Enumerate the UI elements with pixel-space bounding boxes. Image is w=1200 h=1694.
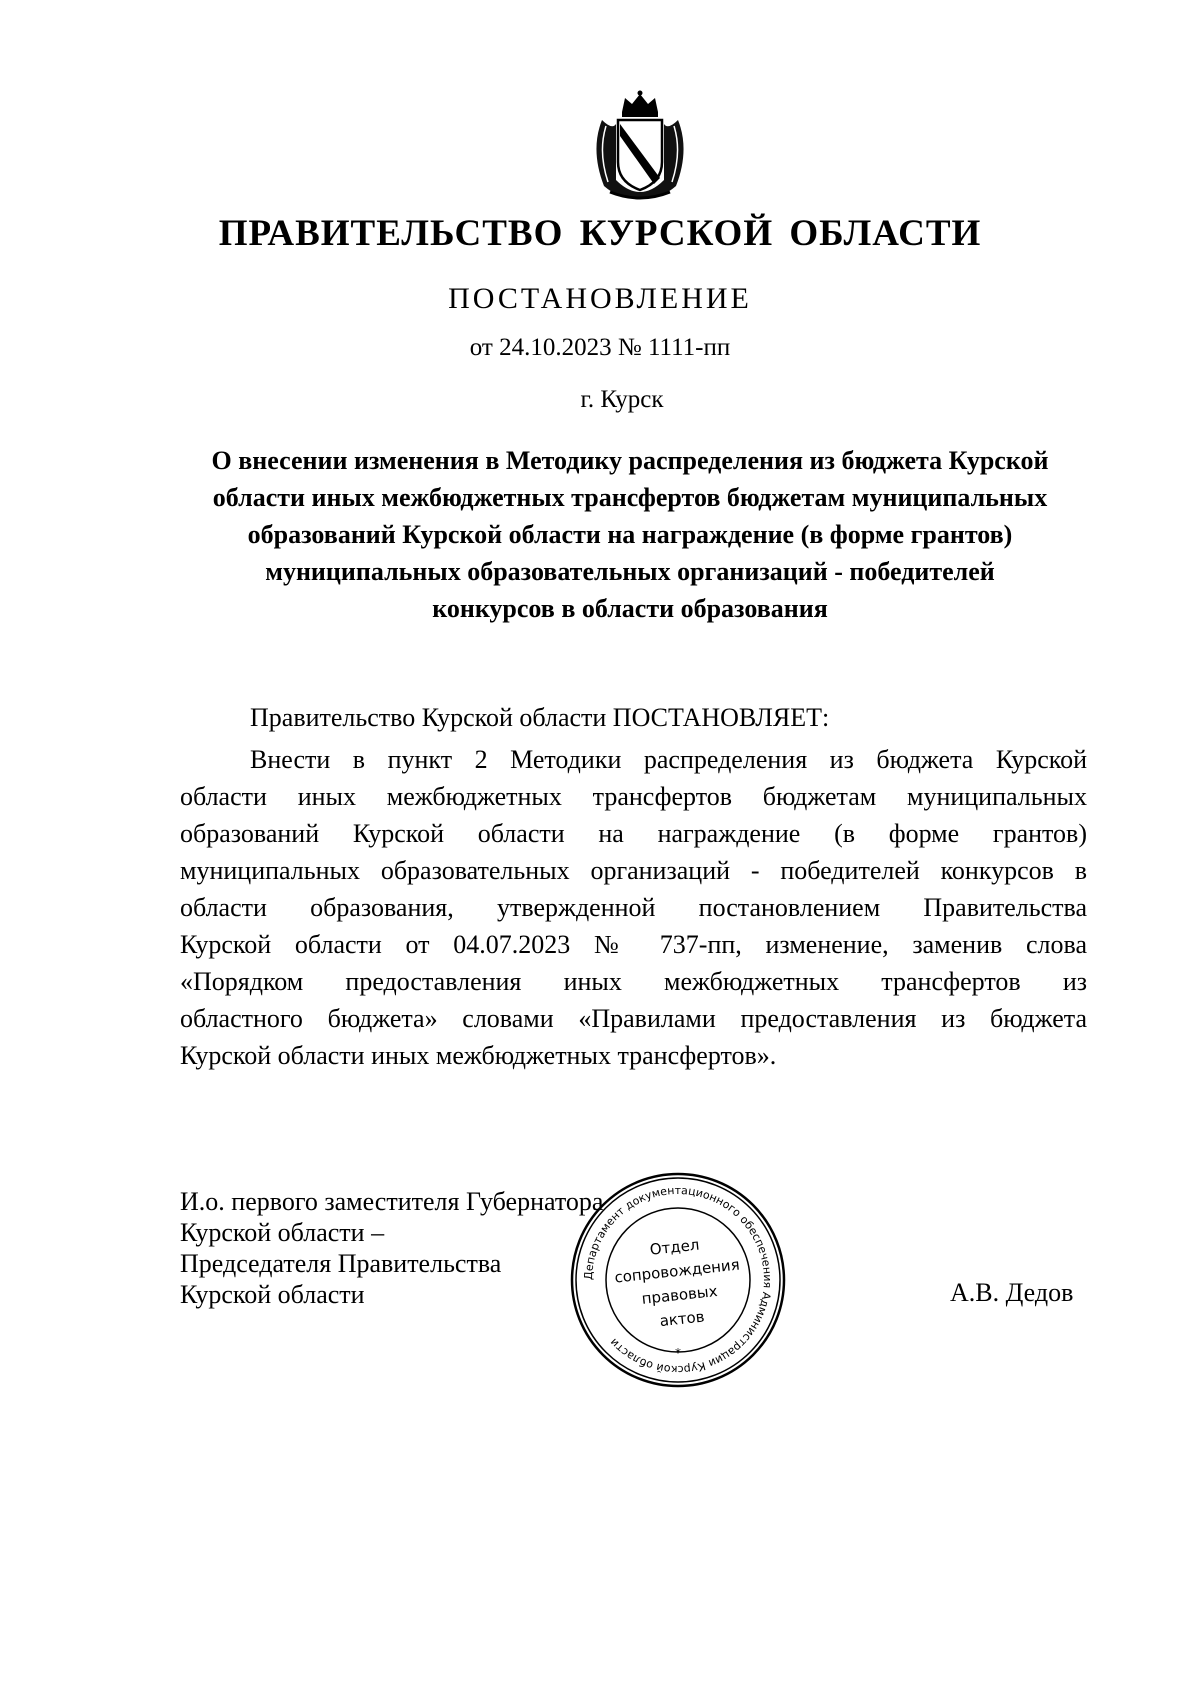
subject-line: области иных межбюджетных трансфертов бюджетам муниципальных: [212, 483, 1048, 512]
stamp-ring-text: Департамент документационного обеспечения Администрации Курской области: [581, 1183, 775, 1377]
position-line: И.о. первого заместителя Губернатора: [180, 1187, 604, 1216]
body-line: муниципальных образовательных организаций - победителей конкурсов в: [180, 856, 1087, 885]
body-line: области образования, утвержденной постановлением Правительства: [180, 893, 1087, 922]
document-date-number: от 24.10.2023 № 1111-пп: [469, 334, 731, 361]
stamp-center-line: Отдел: [648, 1235, 701, 1259]
document-city: г. Курск: [580, 386, 664, 413]
government-title: ПРАВИТЕЛЬСТВО КУРСКОЙ ОБЛАСТИ: [218, 213, 982, 254]
document-subject: [170, 442, 1090, 627]
body-line: областного бюджета» словами «Правилами предоставления из бюджета: [180, 1004, 1087, 1033]
body-line: области иных межбюджетных трансфертов бюджетам муниципальных: [180, 782, 1087, 811]
resolution-body: [180, 741, 1087, 1074]
document-type: ПОСТАНОВЛЕНИЕ: [448, 282, 752, 315]
subject-line: конкурсов в области образования: [432, 594, 828, 623]
body-line: образований Курской области на награждение (в форме грантов): [180, 819, 1087, 848]
position-line: Курской области –: [180, 1218, 385, 1247]
subject-line: образований Курской области на награждение (в форме грантов): [247, 520, 1013, 549]
official-stamp: [568, 1170, 788, 1390]
position-line: Курской области: [180, 1280, 365, 1309]
subject-line: муниципальных образовательных организаций - победителей: [265, 557, 995, 586]
body-line: Курской области от 04.07.2023 № 737-пп, изменение, заменив слова: [180, 930, 1087, 959]
signatory-position: [180, 1186, 603, 1310]
stamp-center-line: актов: [658, 1307, 706, 1331]
stamp-center-line: правовых: [640, 1281, 719, 1308]
subject-line: О внесении изменения в Методику распределения из бюджета Курской: [211, 446, 1049, 475]
body-line: Внести в пункт 2 Методики распределения из бюджета Курской: [250, 745, 1087, 774]
body-line: Курской области иных межбюджетных трансфертов».: [180, 1041, 777, 1070]
stamp-center-line: сопровождения: [613, 1255, 741, 1287]
preamble: Правительство Курской области ПОСТАНОВЛЯЕТ:: [250, 703, 830, 732]
position-line: Председателя Правительства: [180, 1249, 502, 1278]
coat-of-arms-icon: [580, 90, 700, 204]
svg-text:*: *: [675, 1346, 681, 1360]
body-line: «Порядком предоставления иных межбюджетных трансфертов из: [180, 967, 1087, 996]
signatory-name: А.В. Дедов: [950, 1278, 1074, 1307]
